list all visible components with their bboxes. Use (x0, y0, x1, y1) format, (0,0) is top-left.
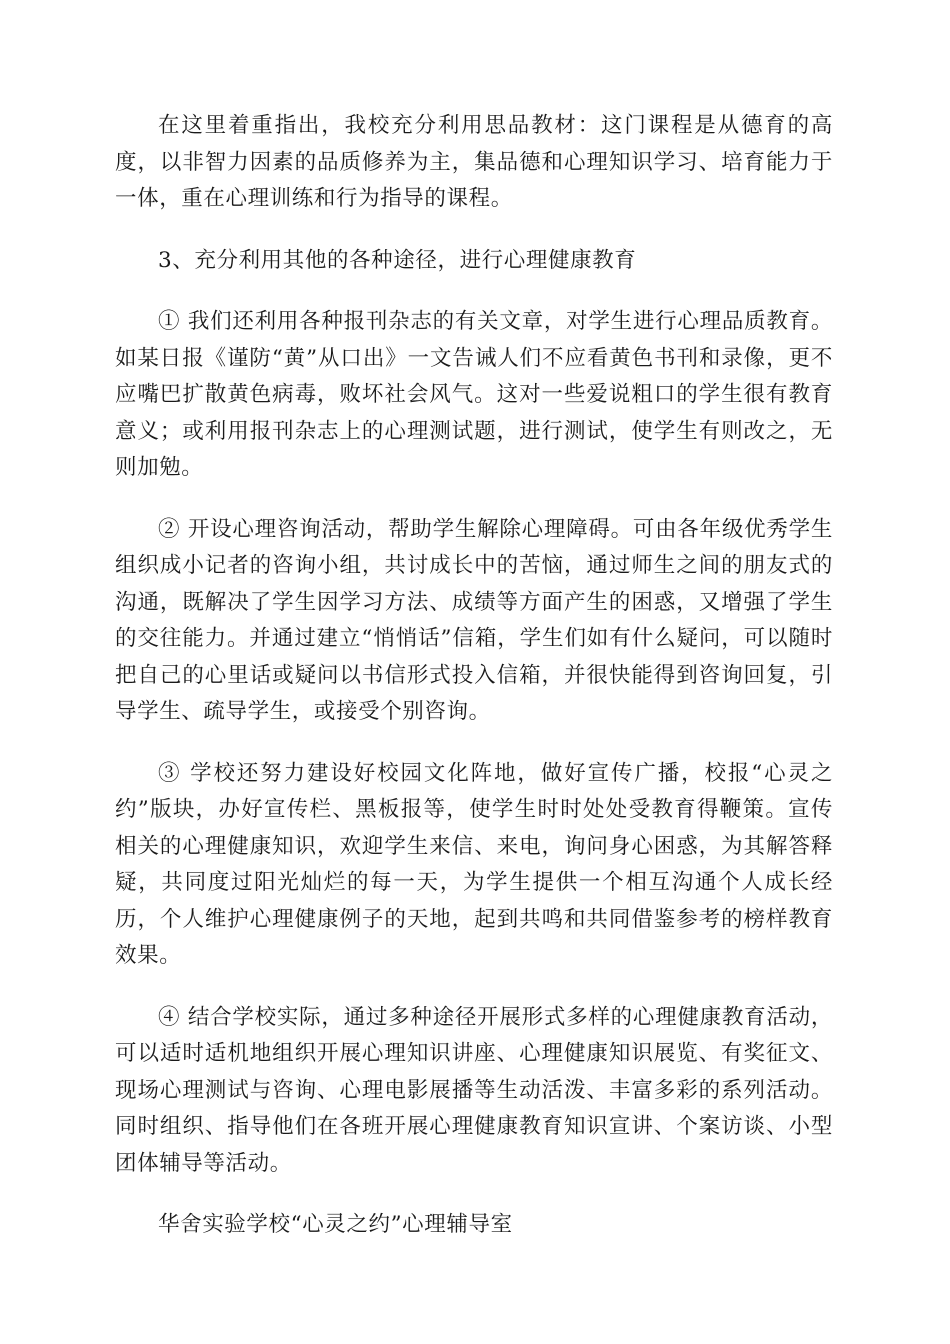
paragraph-item-2: ② 开设心理咨询活动，帮助学生解除心理障碍。可由各年级优秀学生组织成小记者的咨询小组，共讨成长中的苦恼，通过师生之间的朋友式的沟通，既解决了学生因学习方法、成绩等方面产生的困惑，又增强了学生的交往能力。并通过建立“悄悄话”信箱，学生们如有什么疑问，可以随时把自己的心里话或疑问以书信形式投入信箱，并很快能得到咨询回复，引导学生、疏导学生，或接受个别咨询。 (115, 516, 833, 724)
section-heading-3: 3、充分利用其他的各种途径，进行心理健康教育 (158, 247, 637, 273)
paragraph-item-4: ④ 结合学校实际，通过多种途径开展形式多样的心理健康教育活动，可以适时适机地组织开展心理知识讲座、心理健康知识展览、有奖征文、现场心理测试与咨询、心理电影展播等生动活泼、丰富多彩的系列活动。同时组织、指导他们在各班开展心理健康教育知识宣讲、个案访谈、小型团体辅导等活动。 (115, 1004, 833, 1176)
document-body (115, 108, 833, 1244)
paragraph-textbook-intro: 在这里着重指出，我校充分利用思品教材：这门课程是从德育的高度，以非智力因素的品质修养为主，集品德和心理知识学习、培育能力于一体，重在心理训练和行为指导的课程。 (115, 113, 833, 211)
paragraph-item-3: ③ 学校还努力建设好校园文化阵地，做好宣传广播，校报“心灵之约”版块，办好宣传栏、黑板报等，使学生时时处处受教育得鞭策。宣传相关的心理健康知识，欢迎学生来信、来电，询问身心困惑，为其解答释疑，共同度过阳光灿烂的每一天，为学生提供一个相互沟通个人成长经历，个人维护心理健康例子的天地，起到共鸣和共同借鉴参考的榜样教育效果。 (115, 760, 833, 968)
signature: 华舍实验学校“心灵之约”心理辅导室 (158, 1212, 513, 1237)
paragraph-item-1: ① 我们还利用各种报刊杂志的有关文章，对学生进行心理品质教育。如某日报《谨防“黄”从口出》一文告诫人们不应看黄色书刊和录像，更不应嘴巴扩散黄色病毒，败坏社会风气。这对一些爱说粗口的学生很有教育意义；或利用报刊杂志上的心理测试题，进行测试，使学生有则改之，无则加勉。 (115, 309, 833, 480)
